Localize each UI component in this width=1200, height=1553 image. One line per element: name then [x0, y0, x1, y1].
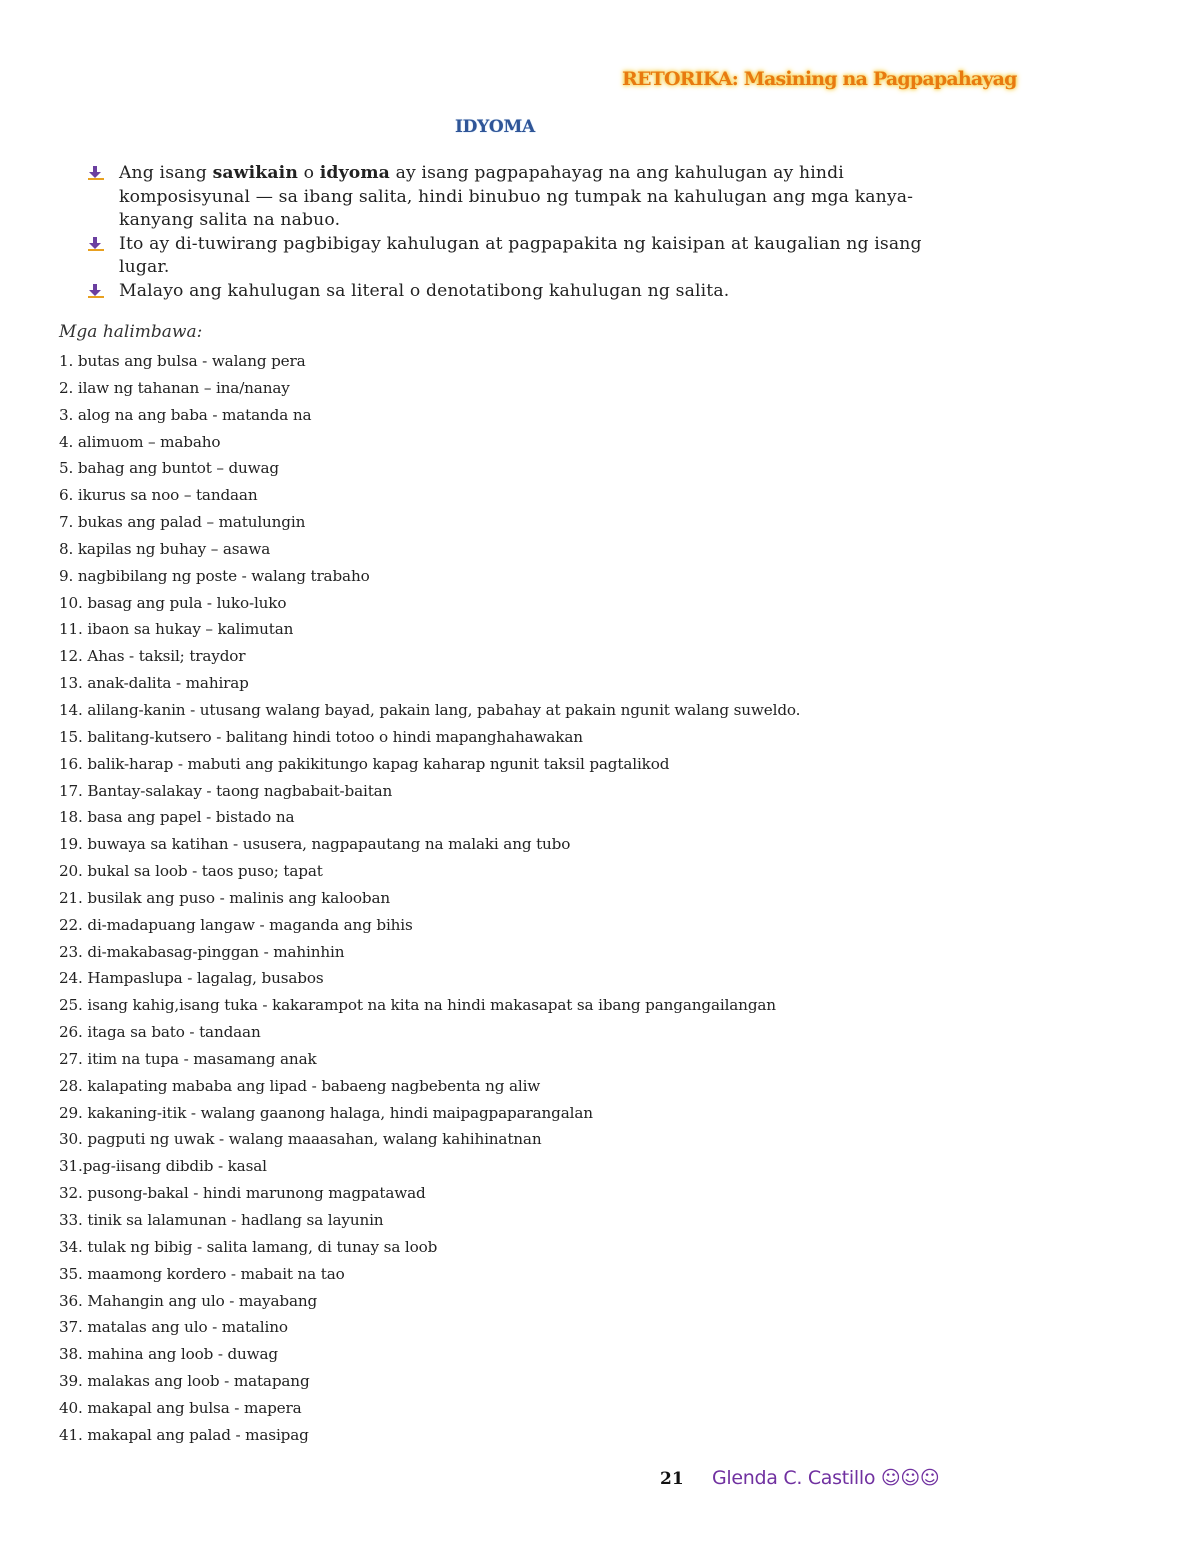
examples-list	[59, 348, 800, 1449]
example-item: 39. malakas ang loob - matapang	[59, 1372, 310, 1391]
arrow-down-bullet-icon	[88, 237, 106, 251]
example-item: 25. isang kahig,isang tuka - kakarampot na kita na hindi makasapat sa ibang pangangailangan	[59, 996, 776, 1015]
example-item: 38. mahina ang loob - duwag	[59, 1345, 279, 1364]
example-item: 7. bukas ang palad – matulungin	[59, 513, 306, 532]
example-item: 23. di-makabasag-pinggan - mahinhin	[59, 942, 345, 961]
example-item: 13. anak-dalita - mahirap	[59, 674, 249, 693]
section-title: IDYOMA	[455, 117, 535, 137]
example-item: 18. basa ang papel - bistado na	[59, 808, 295, 827]
example-item: 26. itaga sa bato - tandaan	[59, 1023, 261, 1042]
example-item: 1. butas ang bulsa - walang pera	[59, 352, 306, 370]
example-item: 12. Ahas - taksil; traydor	[59, 647, 246, 666]
term-idyoma: idyoma	[319, 163, 390, 183]
example-item: 10. basag ang pula - luko-luko	[59, 593, 287, 612]
header-title: RETORIKA: Masining na Pagpapahayag	[622, 68, 1017, 90]
bullet-text-1c: ay isang pagpapahayag na ang kahulugan ay hindi komposisyunal — sa ibang salita, hindi binubuo ng tumpak na kahulugan ang mga kanya-kanyang salita na nabuo.	[119, 163, 914, 230]
example-item: 24. Hampaslupa - lagalag, busabos	[59, 969, 324, 988]
example-item: 2. ilaw ng tahanan – ina/nanay	[59, 378, 290, 397]
example-item: 16. balik-harap - mabuti ang pakikitungo kapag kaharap ngunit taksil pagtalikod	[59, 754, 670, 773]
example-item: 6. ikurus sa noo – tandaan	[59, 486, 258, 505]
example-item: 21. busilak ang puso - malinis ang kalooban	[59, 888, 391, 907]
example-item: 34. tulak ng bibig - salita lamang, di tunay sa loob	[59, 1237, 438, 1256]
bullet-text-1b: o	[297, 163, 320, 183]
example-item: 41. makapal ang palad - masipag	[59, 1425, 309, 1444]
example-item: 31.pag-iisang dibdib - kasal	[59, 1157, 267, 1176]
example-item: 29. kakaning-itik - walang gaanong halaga, hindi maipagpaparangalan	[59, 1103, 593, 1122]
example-item: 22. di-madapuang langaw - maganda ang bihis	[59, 915, 413, 934]
author-name: Glenda C. Castillo ☺☺☺	[712, 1467, 940, 1489]
example-item: 4. alimuom – mabaho	[59, 432, 221, 451]
arrow-down-bullet-icon	[88, 284, 106, 298]
examples-label: Mga halimbawa:	[59, 322, 203, 342]
arrow-down-bullet-icon	[88, 166, 106, 180]
bullet-text-3: Malayo ang kahulugan sa literal o denotatibong kahulugan ng salita.	[119, 280, 730, 301]
example-item: 37. matalas ang ulo - matalino	[59, 1318, 288, 1337]
example-item: 35. maamong kordero - mabait na tao	[59, 1264, 345, 1283]
bullet-item	[88, 233, 938, 280]
bullet-list	[88, 162, 938, 303]
example-item: 20. bukal sa loob - taos puso; tapat	[59, 862, 323, 881]
example-item: 14. alilang-kanin - utusang walang bayad, pakain lang, pabahay at pakain ngunit walang suweldo.	[59, 700, 801, 719]
example-item: 32. pusong-bakal - hindi marunong magpatawad	[59, 1184, 426, 1203]
example-item: 15. balitang-kutsero - balitang hindi totoo o hindi mapanghahawakan	[59, 727, 583, 746]
example-item: 40. makapal ang bulsa - mapera	[59, 1398, 302, 1417]
example-item: 28. kalapating mababa ang lipad - babaeng nagbebenta ng aliw	[59, 1076, 541, 1095]
example-item: 17. Bantay-salakay - taong nagbabait-baitan	[59, 781, 393, 800]
example-item: 9. nagbibilang ng poste - walang trabaho	[59, 566, 370, 585]
example-item: 11. ibaon sa hukay – kalimutan	[59, 620, 294, 639]
bullet-item	[88, 280, 938, 304]
example-item: 5. bahag ang buntot – duwag	[59, 459, 279, 478]
bullet-text-1a: Ang isang	[119, 163, 213, 183]
bullet-text-2: Ito ay di-tuwirang pagbibigay kahulugan at pagpapakita ng kaisipan at kaugalian ng isang lugar.	[119, 233, 922, 277]
example-item: 8. kapilas ng buhay – asawa	[59, 539, 271, 558]
example-item: 3. alog na ang baba - matanda na	[59, 405, 312, 424]
term-sawikain: sawikain	[212, 163, 298, 183]
page-number: 21	[660, 1469, 684, 1489]
bullet-item	[88, 162, 938, 233]
example-item: 36. Mahangin ang ulo - mayabang	[59, 1291, 318, 1310]
example-item: 19. buwaya sa katihan - ususera, nagpapautang na malaki ang tubo	[59, 835, 571, 854]
example-item: 27. itim na tupa - masamang anak	[59, 1049, 317, 1068]
example-item: 33. tinik sa lalamunan - hadlang sa layunin	[59, 1211, 384, 1229]
example-item: 30. pagputi ng uwak - walang maaasahan, walang kahihinatnan	[59, 1130, 542, 1149]
